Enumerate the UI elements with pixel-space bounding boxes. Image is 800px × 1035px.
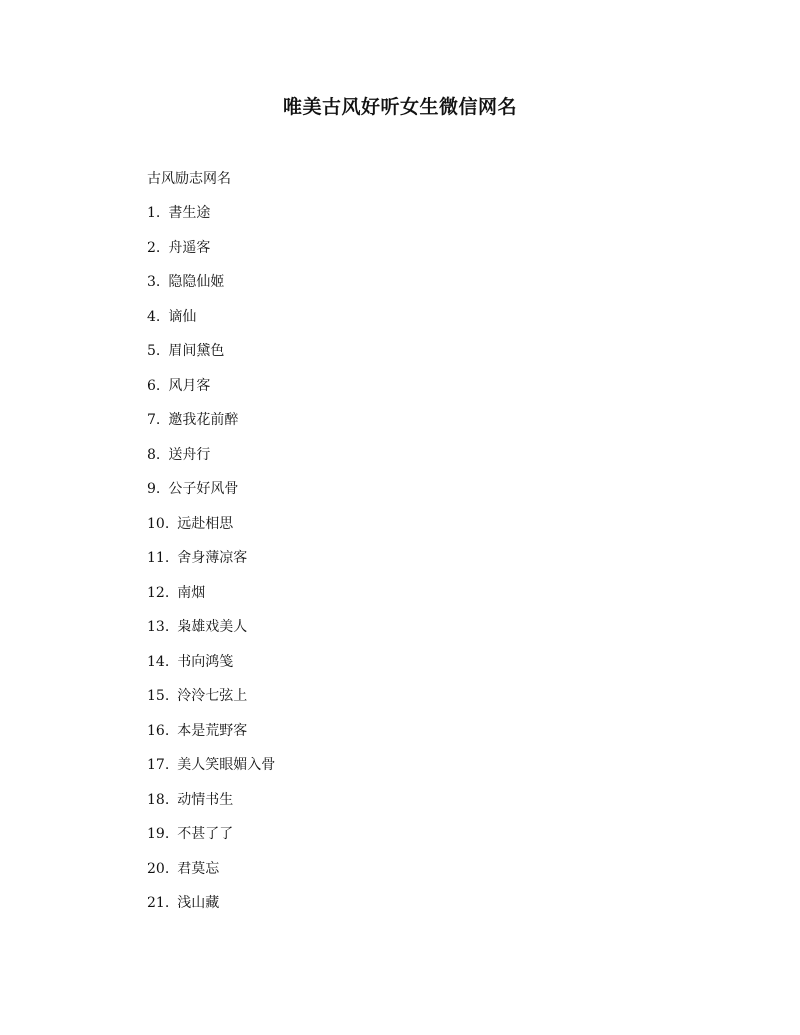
item-number: 4. xyxy=(147,308,161,325)
item-number: 1. xyxy=(147,205,161,221)
item-number: 6. xyxy=(147,377,161,394)
item-text: 书向鸿笺 xyxy=(177,653,234,670)
name-list xyxy=(147,204,275,929)
list-item xyxy=(147,687,275,722)
list-item xyxy=(147,756,275,791)
item-number: 11. xyxy=(147,550,170,566)
item-number: 14. xyxy=(147,653,170,670)
item-text: 动情书生 xyxy=(177,791,234,808)
item-text: 不甚了了 xyxy=(177,826,234,842)
list-item xyxy=(147,515,275,550)
item-number: 15. xyxy=(147,688,170,704)
item-number: 12. xyxy=(147,584,170,601)
item-number: 13. xyxy=(147,619,170,635)
page-title: 唯美古风好听女生微信网名 xyxy=(282,96,517,118)
item-number: 9. xyxy=(147,481,161,497)
list-item xyxy=(147,377,275,412)
item-text: 邀我花前醉 xyxy=(168,412,239,428)
item-number: 16. xyxy=(147,722,170,739)
list-item xyxy=(147,411,275,446)
item-text: 送舟行 xyxy=(168,446,211,463)
item-number: 10. xyxy=(147,515,170,532)
item-text: 谪仙 xyxy=(168,308,197,325)
item-text: 远赴相思 xyxy=(177,515,234,532)
item-text: 枭雄戏美人 xyxy=(177,619,248,635)
item-number: 18. xyxy=(147,791,170,808)
section-heading: 古风励志网名 xyxy=(147,171,231,187)
item-text: 眉间黛色 xyxy=(168,343,225,359)
list-item xyxy=(147,273,275,308)
item-number: 20. xyxy=(147,860,170,877)
item-number: 2. xyxy=(147,239,161,256)
item-text: 書生途 xyxy=(168,205,211,221)
item-text: 舍身薄凉客 xyxy=(177,550,248,566)
item-number: 21. xyxy=(147,895,170,911)
item-number: 8. xyxy=(147,446,161,463)
list-item xyxy=(147,618,275,653)
item-text: 君莫忘 xyxy=(177,860,220,877)
list-item xyxy=(147,825,275,860)
list-item xyxy=(147,308,275,343)
list-item xyxy=(147,342,275,377)
item-text: 浅山藏 xyxy=(177,895,220,911)
item-number: 3. xyxy=(147,274,161,290)
item-text: 风月客 xyxy=(168,377,211,394)
list-item xyxy=(147,653,275,688)
list-item xyxy=(147,860,275,895)
list-item xyxy=(147,549,275,584)
item-number: 7. xyxy=(147,412,161,428)
list-item xyxy=(147,584,275,619)
item-text: 隐隐仙姬 xyxy=(168,274,225,290)
list-item xyxy=(147,894,275,929)
list-item xyxy=(147,204,275,239)
item-number: 17. xyxy=(147,757,170,773)
item-number: 19. xyxy=(147,826,170,842)
list-item xyxy=(147,239,275,274)
item-text: 泠泠七弦上 xyxy=(177,688,248,704)
item-text: 舟遥客 xyxy=(168,239,211,256)
list-item xyxy=(147,722,275,757)
item-text: 美人笑眼媚入骨 xyxy=(177,757,276,773)
list-item xyxy=(147,446,275,481)
list-item xyxy=(147,791,275,826)
list-item xyxy=(147,480,275,515)
item-text: 南烟 xyxy=(177,584,206,601)
item-text: 本是荒野客 xyxy=(177,722,248,739)
item-number: 5. xyxy=(147,343,161,359)
item-text: 公子好风骨 xyxy=(168,481,239,497)
